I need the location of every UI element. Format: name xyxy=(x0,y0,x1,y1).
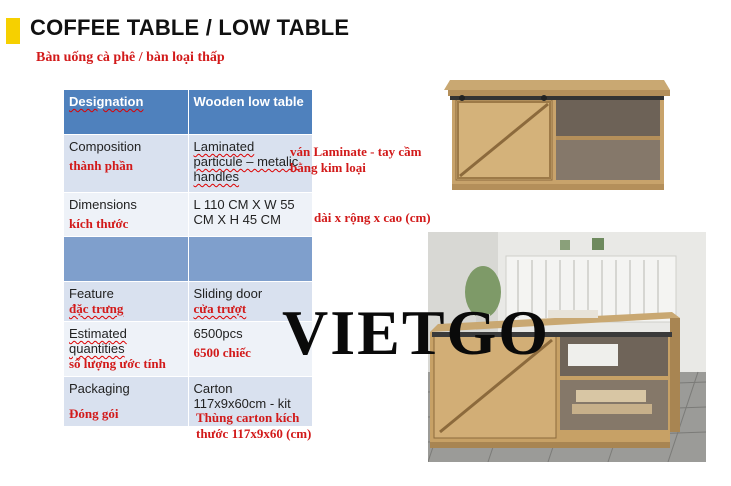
row-value-vi: 6500 chiếc xyxy=(193,345,251,360)
spec-header-row xyxy=(64,90,312,135)
row-label-vi: Đóng gói xyxy=(69,406,119,421)
title-accent-bar xyxy=(6,18,20,44)
row-label: Composition thành phần xyxy=(64,135,188,193)
table-row xyxy=(64,135,312,193)
table-row xyxy=(64,322,312,377)
row-value: Laminated particule – metalic handles xyxy=(188,135,312,193)
row-label: Dimensions kích thước xyxy=(64,193,188,237)
row-label-vi: thành phần xyxy=(69,158,133,173)
row-label: Packaging Đóng gói xyxy=(64,377,188,427)
row-label-vi: đặc trưng xyxy=(69,301,124,316)
coffee-table-product-photo xyxy=(444,72,676,196)
col-product: Wooden low table xyxy=(188,90,312,135)
table-row xyxy=(64,282,312,322)
row-label: Estimated quantities số lượng ước tính xyxy=(64,322,188,377)
slide-title: COFFEE TABLE / LOW TABLE xyxy=(30,15,350,40)
table-row xyxy=(64,193,312,237)
row-value xyxy=(188,237,312,282)
row-label xyxy=(64,237,188,282)
slide-subtitle: Bàn uống cà phê / bàn loại thấp xyxy=(36,50,225,65)
row-value: L 110 CM X W 55 CM X H 45 CM xyxy=(188,193,312,237)
table-row-empty xyxy=(64,237,312,282)
row-value: Carton 117x9x60cm - kit xyxy=(188,377,312,427)
row-value: Sliding door cửa trượt xyxy=(188,282,312,322)
packaging-note: Thùng carton kích thước 117x9x60 (cm) xyxy=(196,410,312,441)
row-value-vi: cửa trượt xyxy=(193,301,247,316)
row-label: Feature đặc trưng xyxy=(64,282,188,322)
composition-note: ván Laminate - tay cầm bằng kim loại xyxy=(290,144,422,175)
col-designation: Designation xyxy=(64,90,188,135)
spec-table xyxy=(64,90,313,426)
dimensions-note: dài x rộng x cao (cm) xyxy=(314,210,431,225)
row-label-vi: số lượng ước tính xyxy=(69,356,166,371)
row-value: 6500pcs 6500 chiếc xyxy=(188,322,312,377)
vietgo-watermark: VIETGO xyxy=(282,297,551,368)
row-label-vi: kích thước xyxy=(69,216,129,231)
